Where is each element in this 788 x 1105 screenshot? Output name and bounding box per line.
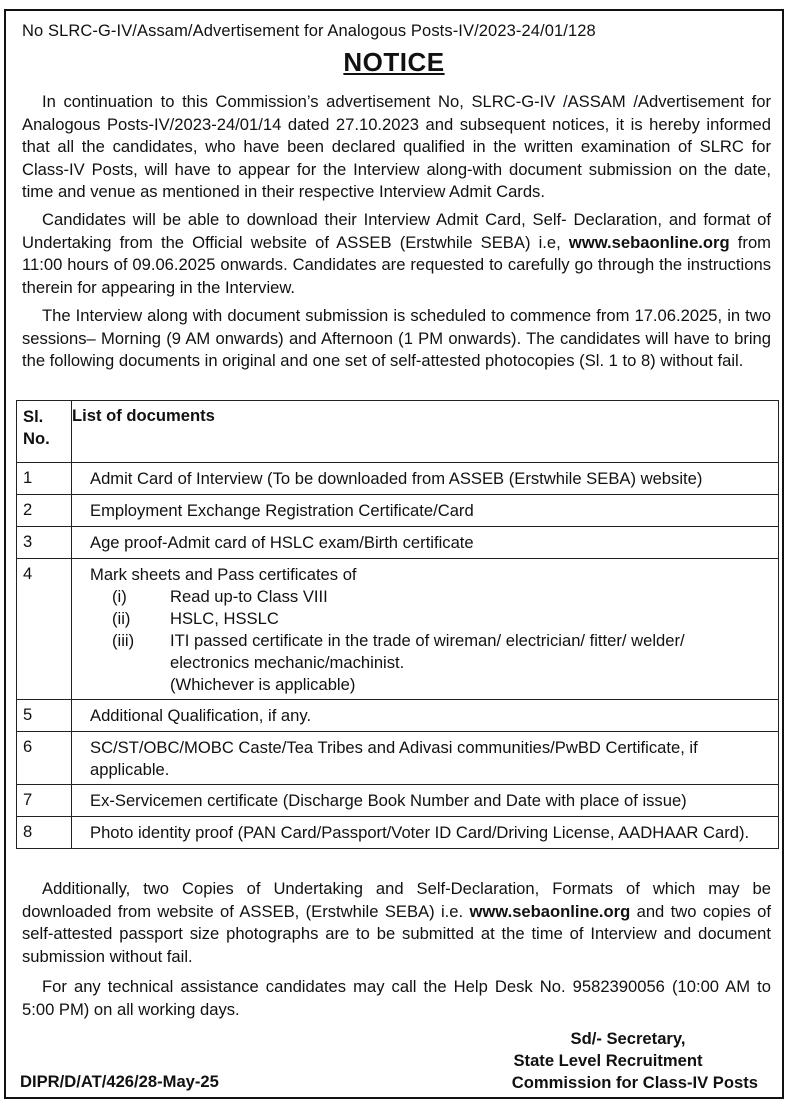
signature-line-secretary: Sd/- Secretary,	[570, 1029, 686, 1048]
signature-line-commission: State Level Recruitment	[513, 1051, 703, 1070]
sub-item-number: (ii)	[112, 609, 131, 628]
paragraph-download	[22, 209, 771, 299]
documents-table	[16, 400, 779, 849]
paragraph-additional-text-a: Additionally, two Copies of Undertaking and Self-Declaration, Formats of which may be downloaded from website of ASSEB, (Erstwhile SEBA) i.e.	[22, 879, 771, 921]
row-number: 5	[17, 700, 72, 732]
paragraph-interview-schedule: The Interview along with document submission is scheduled to commence from 17.06.2025, in two sessions– Morning (9 AM onwards) and Afternoon (1 PM onwards). The candidates will have to bring the following documents in original and one set of self-attested photocopies (Sl. 1 to 8) without fail.	[22, 306, 771, 370]
sub-item-note: (Whichever is applicable)	[170, 675, 356, 694]
row-document: Additional Qualification, if any.	[72, 700, 779, 732]
reference-number: No SLRC-G-IV/Assam/Advertisement for Analogous Posts-IV/2023-24/01/128	[22, 22, 596, 40]
sub-item	[90, 586, 768, 608]
sub-item	[90, 630, 768, 674]
row-document: Age proof-Admit card of HSLC exam/Birth certificate	[72, 527, 779, 559]
sub-item-text: ITI passed certificate in the trade of wireman/ electrician/ fitter/ welder/ electronics mechanic/machinist.	[170, 631, 685, 672]
table-row	[17, 732, 779, 785]
table-header-row	[17, 401, 779, 463]
paragraph-download-text-a: Candidates will be able to download their Interview Admit Card, Self- Declaration, and format of Undertaking from the Official website of ASSEB (Erstwhile SEBA) i.e,	[22, 210, 771, 252]
row-number: 4	[17, 559, 72, 700]
paragraph-download-text-b: from 11:00 hours of 09.06.2025 onwards. Candidates are requested to carefully go through the instructions therein for appearing in the Interview.	[22, 232, 771, 297]
row-document-text: Mark sheets and Pass certificates of	[90, 565, 357, 584]
website-link[interactable]: www.sebaonline.org	[568, 232, 730, 252]
paragraph-additional-text-b: and two copies of self-attested passport size photographs are to be submitted at the time of Interview and document submission without fail.	[22, 901, 771, 966]
table-row	[17, 527, 779, 559]
row-number: 3	[17, 527, 72, 559]
signature-block	[458, 1028, 758, 1094]
paragraph-additional-documents	[22, 878, 771, 968]
sub-item-number: (i)	[112, 587, 127, 606]
sub-item	[90, 608, 768, 630]
sub-item-text: HSLC, HSSLC	[170, 609, 279, 628]
paragraph-help-desk: For any technical assistance candidates may call the Help Desk No. 9582390056 (10:00 AM to 5:00 PM) on all working days.	[22, 977, 771, 1019]
column-header-sl-no	[17, 401, 72, 463]
website-link[interactable]: www.sebaonline.org	[469, 901, 631, 921]
table-row	[17, 559, 779, 700]
dipr-code: DIPR/D/AT/426/28-May-25	[20, 1072, 219, 1091]
sub-item-text: Read up-to Class VIII	[170, 587, 328, 606]
row-number: 6	[17, 732, 72, 785]
row-number: 8	[17, 817, 72, 849]
table-row	[17, 463, 779, 495]
row-document	[72, 559, 779, 700]
column-header-sl-no-text: Sl. No.	[23, 407, 50, 448]
page-title: NOTICE	[343, 47, 445, 77]
row-number: 7	[17, 785, 72, 817]
row-document: SC/ST/OBC/MOBC Caste/Tea Tribes and Adivasi communities/PwBD Certificate, if applicable.	[72, 732, 779, 785]
signature-line-posts: Commission for Class-IV Posts	[511, 1073, 758, 1092]
row-document: Employment Exchange Registration Certificate/Card	[72, 495, 779, 527]
sub-item-number: (iii)	[112, 631, 135, 650]
row-number: 1	[17, 463, 72, 495]
row-document: Admit Card of Interview (To be downloaded from ASSEB (Erstwhile SEBA) website)	[72, 463, 779, 495]
notice-page	[4, 9, 784, 1099]
table-row	[17, 700, 779, 732]
row-document: Ex-Servicemen certificate (Discharge Book Number and Date with place of issue)	[72, 785, 779, 817]
paragraph-intro: In continuation to this Commission’s advertisement No, SLRC-G-IV /ASSAM /Advertisement for Analogous Posts-IV/2023-24/01/14 dated 27.10.2023 and subsequent notices, it is hereby informed that all the candidates, who have been declared qualified in the written examination of SLRC for Class-IV Posts, will have to appear for the Interview along-with document submission on the date, time and venue as mentioned in their respective Interview Admit Cards.	[22, 92, 771, 201]
row-number: 2	[17, 495, 72, 527]
table-row	[17, 785, 779, 817]
row-document: Photo identity proof (PAN Card/Passport/Voter ID Card/Driving License, AADHAAR Card).	[72, 817, 779, 849]
table-row	[17, 495, 779, 527]
column-header-list: List of documents	[72, 401, 779, 463]
table-row	[17, 817, 779, 849]
